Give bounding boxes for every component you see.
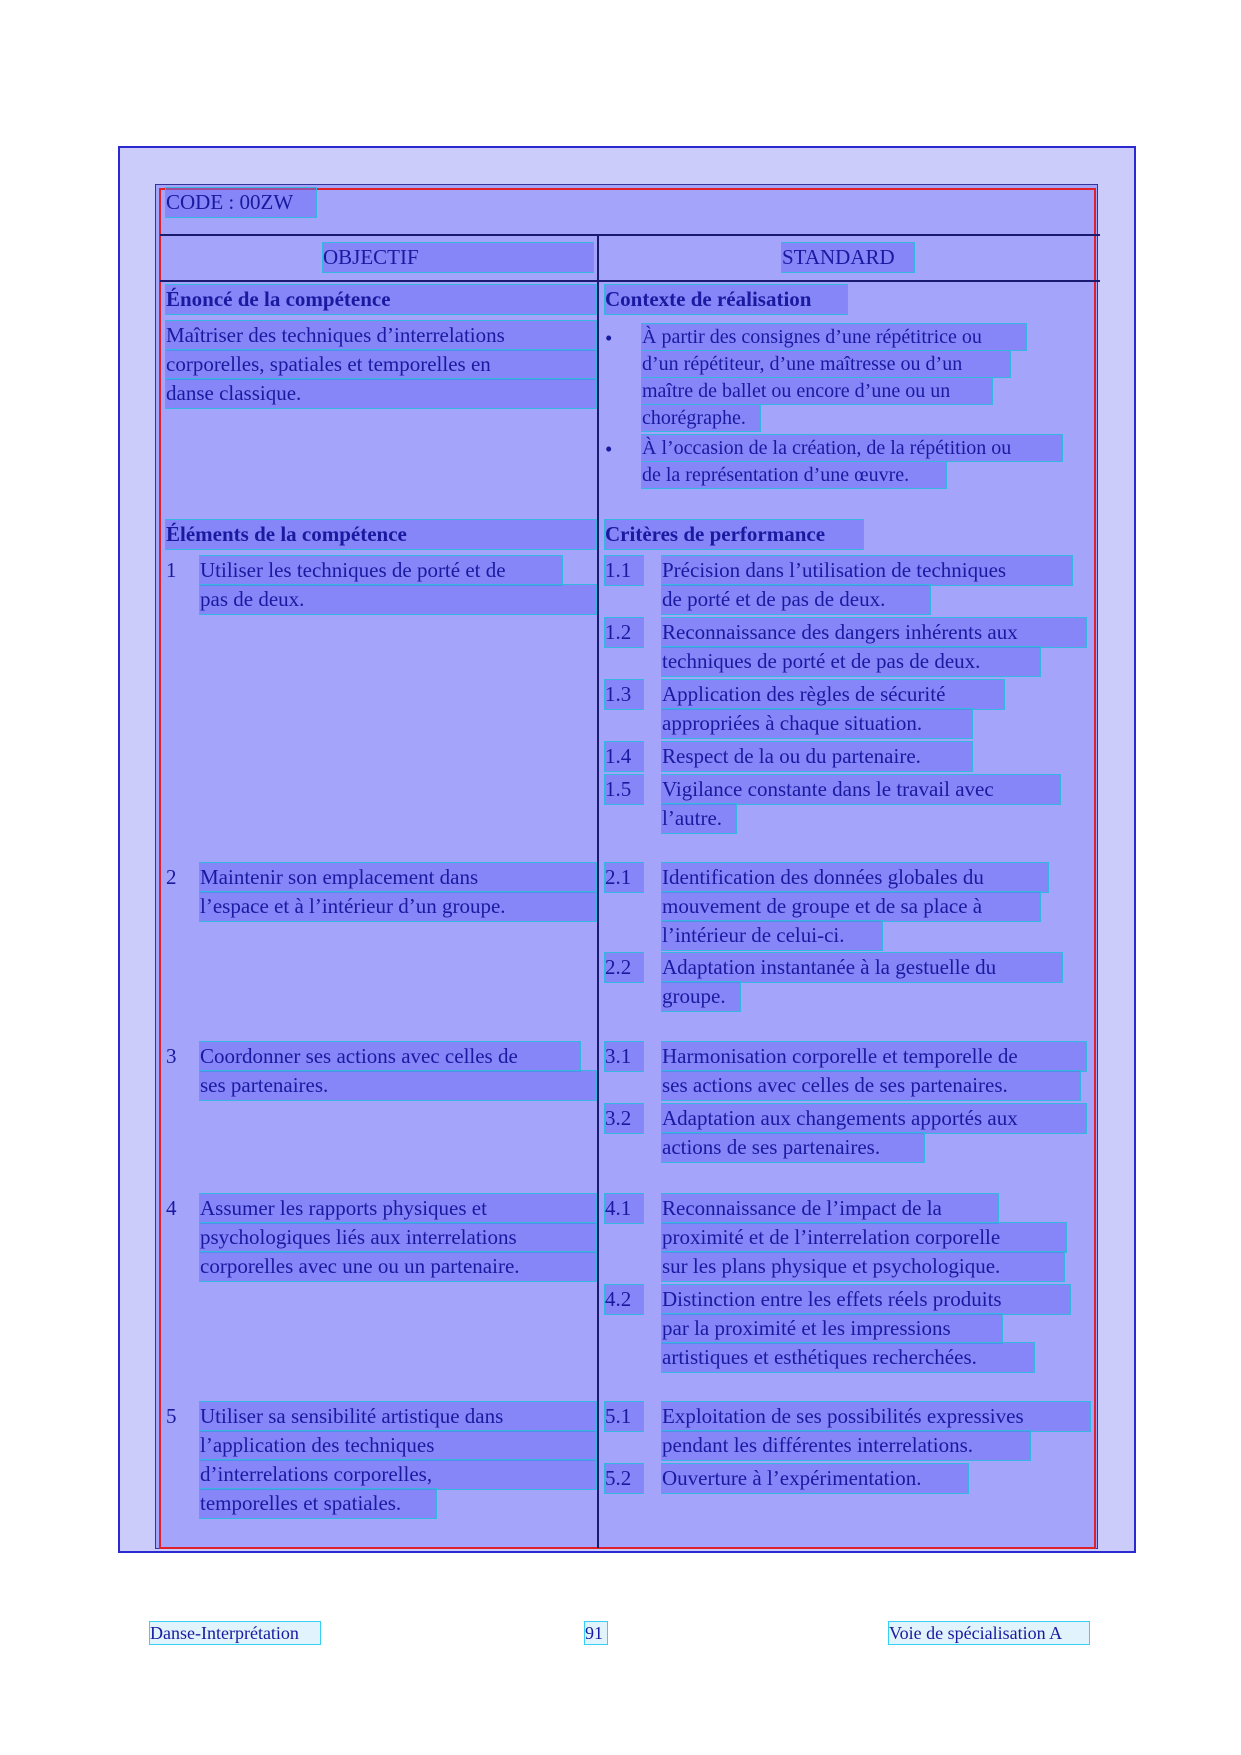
element-line: Maintenir son emplacement dans [200,863,596,892]
critere-line: Reconnaissance de l’impact de la [662,1194,998,1223]
contexte-line: d’un répétiteur, d’une maîtresse ou d’un [642,351,1010,377]
critere-line: groupe. [662,982,740,1011]
element-line: ses partenaires. [200,1071,596,1100]
bullet-icon: • [605,437,613,461]
critere-line: mouvement de groupe et de sa place à [662,892,1040,921]
critere-line: Reconnaissance des dangers inhérents aux [662,618,1086,647]
criteres-heading: Critères de performance [605,520,863,549]
critere-number: 2.1 [605,863,643,892]
enonce-line: Maîtriser des techniques d’interrelations [166,321,596,350]
critere-line: proximité et de l’interrelation corporelle [662,1223,1066,1252]
header-objectif: OBJECTIF [323,243,593,272]
element-line: Utiliser les techniques de porté et de [200,556,562,585]
critere-number: 1.4 [605,742,643,771]
enonce-line: corporelles, spatiales et temporelles en [166,350,596,379]
critere-line: l’autre. [662,804,736,833]
critere-line: l’intérieur de celui-ci. [662,921,882,950]
critere-number: 3.1 [605,1042,643,1071]
critere-number: 2.2 [605,953,643,982]
element-number: 5 [166,1404,177,1428]
critere-line: par la proximité et les impressions [662,1314,1002,1343]
critere-line: Exploitation de ses possibilités expressives [662,1402,1090,1431]
footer-right: Voie de spécialisation A [889,1622,1089,1644]
critere-line: Précision dans l’utilisation de techniques [662,556,1072,585]
critere-line: Respect de la ou du partenaire. [662,742,972,771]
header-divider [160,280,1100,282]
contexte-line: maître de ballet ou encore d’une ou un [642,378,992,404]
critere-line: pendant les différentes interrelations. [662,1431,1030,1460]
bullet-icon: • [605,326,613,350]
critere-number: 1.2 [605,618,643,647]
contexte-line: À l’occasion de la création, de la répétition ou [642,435,1062,461]
element-number: 2 [166,865,177,889]
critere-number: 1.1 [605,556,643,585]
contexte-heading: Contexte de réalisation [605,285,847,314]
header-standard: STANDARD [782,243,914,272]
contexte-line: chorégraphe. [642,405,760,431]
element-line: l’espace et à l’intérieur d’un groupe. [200,892,596,921]
critere-line: Adaptation aux changements apportés aux [662,1104,1086,1133]
critere-number: 1.5 [605,775,643,804]
column-divider [597,234,599,1548]
critere-line: Vigilance constante dans le travail avec [662,775,1060,804]
element-line: d’interrelations corporelles, [200,1460,596,1489]
enonce-heading: Énoncé de la compétence [166,285,596,314]
critere-number: 3.2 [605,1104,643,1133]
element-line: temporelles et spatiales. [200,1489,436,1518]
contexte-line: À partir des consignes d’une répétitrice ou [642,324,1026,350]
element-number: 3 [166,1044,177,1068]
element-line: Assumer les rapports physiques et [200,1194,596,1223]
element-line: Coordonner ses actions avec celles de [200,1042,580,1071]
critere-line: Identification des données globales du [662,863,1048,892]
critere-line: sur les plans physique et psychologique. [662,1252,1064,1281]
element-line: corporelles avec une ou un partenaire. [200,1252,596,1281]
critere-line: Application des règles de sécurité [662,680,1004,709]
critere-line: appropriées à chaque situation. [662,709,972,738]
critere-number: 4.1 [605,1194,643,1223]
contexte-line: de la représentation d’une œuvre. [642,462,946,488]
critere-number: 5.2 [605,1464,643,1493]
element-line: l’application des techniques [200,1431,596,1460]
code-divider [160,234,1100,236]
element-number: 1 [166,558,177,582]
enonce-line: danse classique. [166,379,596,408]
critere-line: actions de ses partenaires. [662,1133,924,1162]
critere-line: artistiques et esthétiques recherchées. [662,1343,1034,1372]
critere-line: Ouverture à l’expérimentation. [662,1464,968,1493]
elements-heading: Éléments de la compétence [166,520,596,549]
element-line: pas de deux. [200,585,596,614]
critere-line: de porté et de pas de deux. [662,585,930,614]
footer-left: Danse-Interprétation [150,1622,320,1644]
critere-line: Adaptation instantanée à la gestuelle du [662,953,1062,982]
critere-line: techniques de porté et de pas de deux. [662,647,1040,676]
page-number: 91 [585,1622,607,1644]
critere-line: Distinction entre les effets réels produits [662,1285,1070,1314]
critere-number: 5.1 [605,1402,643,1431]
critere-number: 1.3 [605,680,643,709]
critere-line: Harmonisation corporelle et temporelle de [662,1042,1086,1071]
element-line: Utiliser sa sensibilité artistique dans [200,1402,596,1431]
element-number: 4 [166,1196,177,1220]
critere-line: ses actions avec celles de ses partenaires. [662,1071,1080,1100]
critere-number: 4.2 [605,1285,643,1314]
element-line: psychologiques liés aux interrelations [200,1223,596,1252]
code-label: CODE : 00ZW [166,188,316,217]
